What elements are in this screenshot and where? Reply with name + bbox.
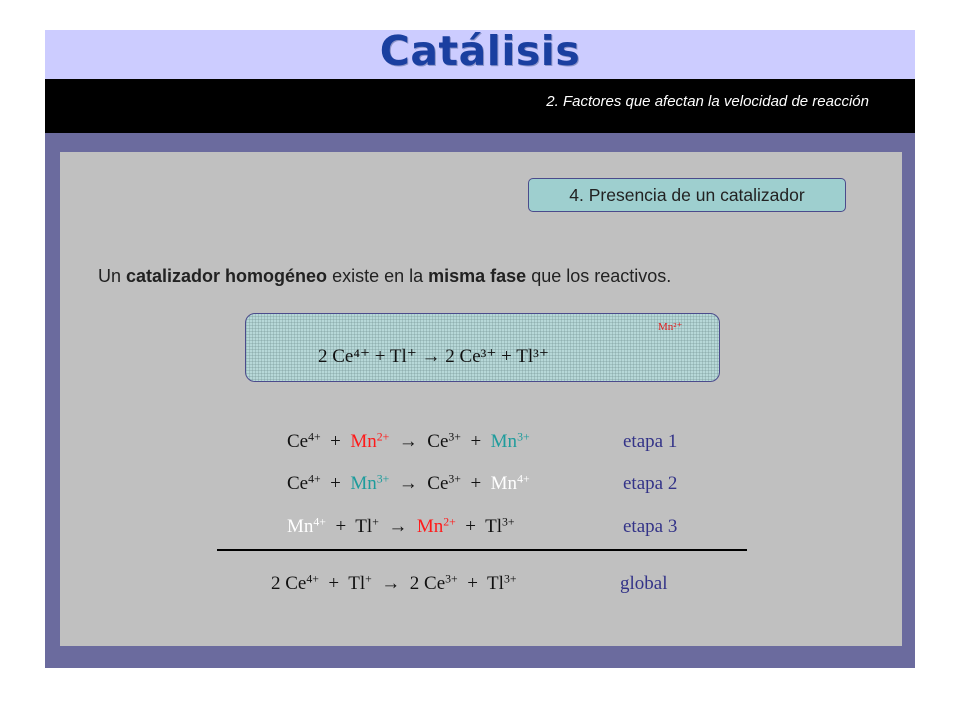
title-band bbox=[45, 27, 915, 79]
topic-badge: 4. Presencia de un catalizador bbox=[528, 178, 846, 212]
sum-divider bbox=[217, 549, 747, 551]
overall-equation: 2 Ce⁴⁺ + Tl⁺ → 2 Ce³⁺ + Tl³⁺ bbox=[318, 346, 549, 367]
step-1-equation: $Ce^{4+} + Mn^{2+} \to Ce^{3+} + Mn^{3+}$ bbox=[287, 430, 530, 452]
step-3-equation: $Mn^{4+} + Tl^+ \to Mn^{2+} + Tl^{3+}$ bbox=[287, 515, 515, 537]
content-panel bbox=[60, 152, 902, 646]
section-subtitle: 2. Factores que afectan la velocidad de reacción bbox=[546, 93, 869, 110]
intro-bold-term: catalizador homogéneo bbox=[126, 266, 328, 286]
global-equation: 2 $Ce^{4+} + Tl^+ \to 2$ $Ce^{3+} + Tl^{3+}$ bbox=[271, 572, 517, 594]
step-1-label: etapa 1 bbox=[623, 431, 678, 452]
intro-text: Un bbox=[98, 266, 127, 286]
catalyst-label: Mn²⁺ bbox=[658, 321, 683, 333]
overall-reaction-box bbox=[245, 313, 720, 382]
intro-bold-term: misma fase bbox=[428, 266, 527, 286]
step-2-equation: $Ce^{4+} + Mn^{3+} \to Ce^{3+} + Mn^{4+}$ bbox=[287, 472, 530, 494]
intro-text: existe en la bbox=[327, 266, 429, 286]
intro-sentence bbox=[98, 266, 671, 287]
global-label: global bbox=[620, 573, 668, 594]
step-3-label: etapa 3 bbox=[623, 516, 678, 537]
step-2-label: etapa 2 bbox=[623, 473, 678, 494]
slide bbox=[45, 27, 915, 668]
subtitle-band bbox=[45, 79, 915, 133]
page-title: Catálisis bbox=[379, 27, 581, 75]
intro-text: que los reactivos. bbox=[526, 266, 672, 286]
